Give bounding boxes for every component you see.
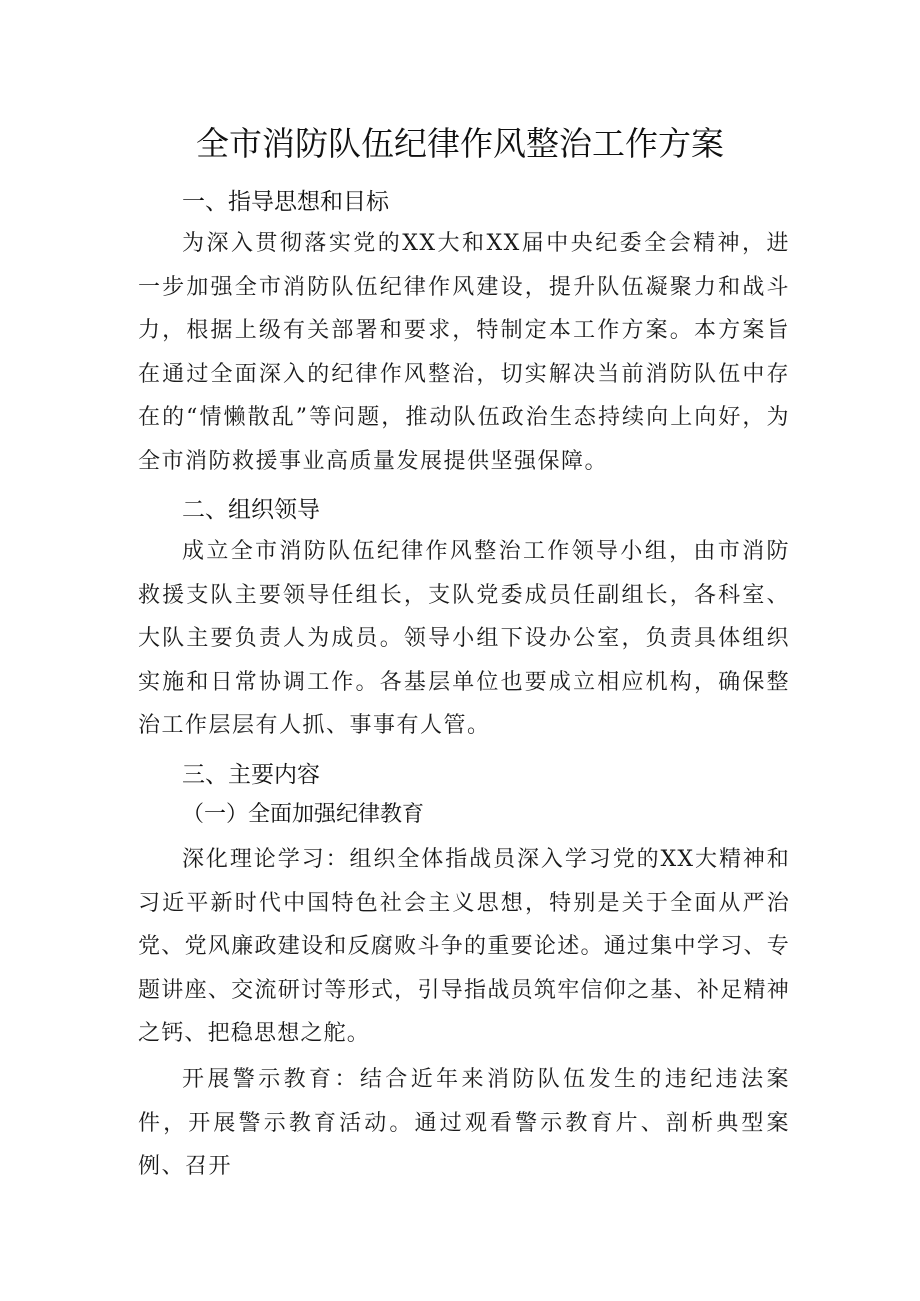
section-heading-organization: 二、组织领导 <box>182 497 320 523</box>
section-heading-main-content: 三、主要内容 <box>182 762 320 788</box>
paragraph-guiding-thought: 为深入贯彻落实党的XX大和XX届中央纪委全会精神，进一步加强全市消防队伍纪律作风建设，提升队伍凝聚力和战斗力，根据上级有关部署和要求，特制定本工作方案。本方案旨在通过全面深入的纪律作风整治，切实解决当前消防队伍中存在的“情懒散乱”等问题，推动队伍政治生态持续向上向好，为全市消防救援事业高质量发展提供坚强保障。 <box>138 231 790 474</box>
paragraph-warning-education: 开展警示教育：结合近年来消防队伍发生的违纪违法案件，开展警示教育活动。通过观看警示教育片、剖析典型案例、召开 <box>138 1067 790 1179</box>
subheading-discipline-education: （一）全面加强纪律教育 <box>182 802 425 827</box>
paragraph-organization: 成立全市消防队伍纪律作风整治工作领导小组，由市消防救援支队主要领导任组长，支队党委成员任副组长，各科室、大队主要负责人为成员。领导小组下设办公室，负责具体组织实施和日常协调工作。各基层单位也要成立相应机构，确保整治工作层层有人抓、事事有人管。 <box>138 539 790 738</box>
paragraph-theory-study: 深化理论学习：组织全体指战员深入学习党的XX大精神和习近平新时代中国特色社会主义思想，特别是关于全面从严治党、党风廉政建设和反腐败斗争的重要论述。通过集中学习、专题讲座、交流研讨等形式，引导指战员筑牢信仰之基、补足精神之钙、把稳思想之舵。 <box>138 847 790 1046</box>
section-heading-guiding-thought: 一、指导思想和目标 <box>182 189 389 215</box>
document-title: 全市消防队伍纪律作风整治工作方案 <box>196 124 724 163</box>
